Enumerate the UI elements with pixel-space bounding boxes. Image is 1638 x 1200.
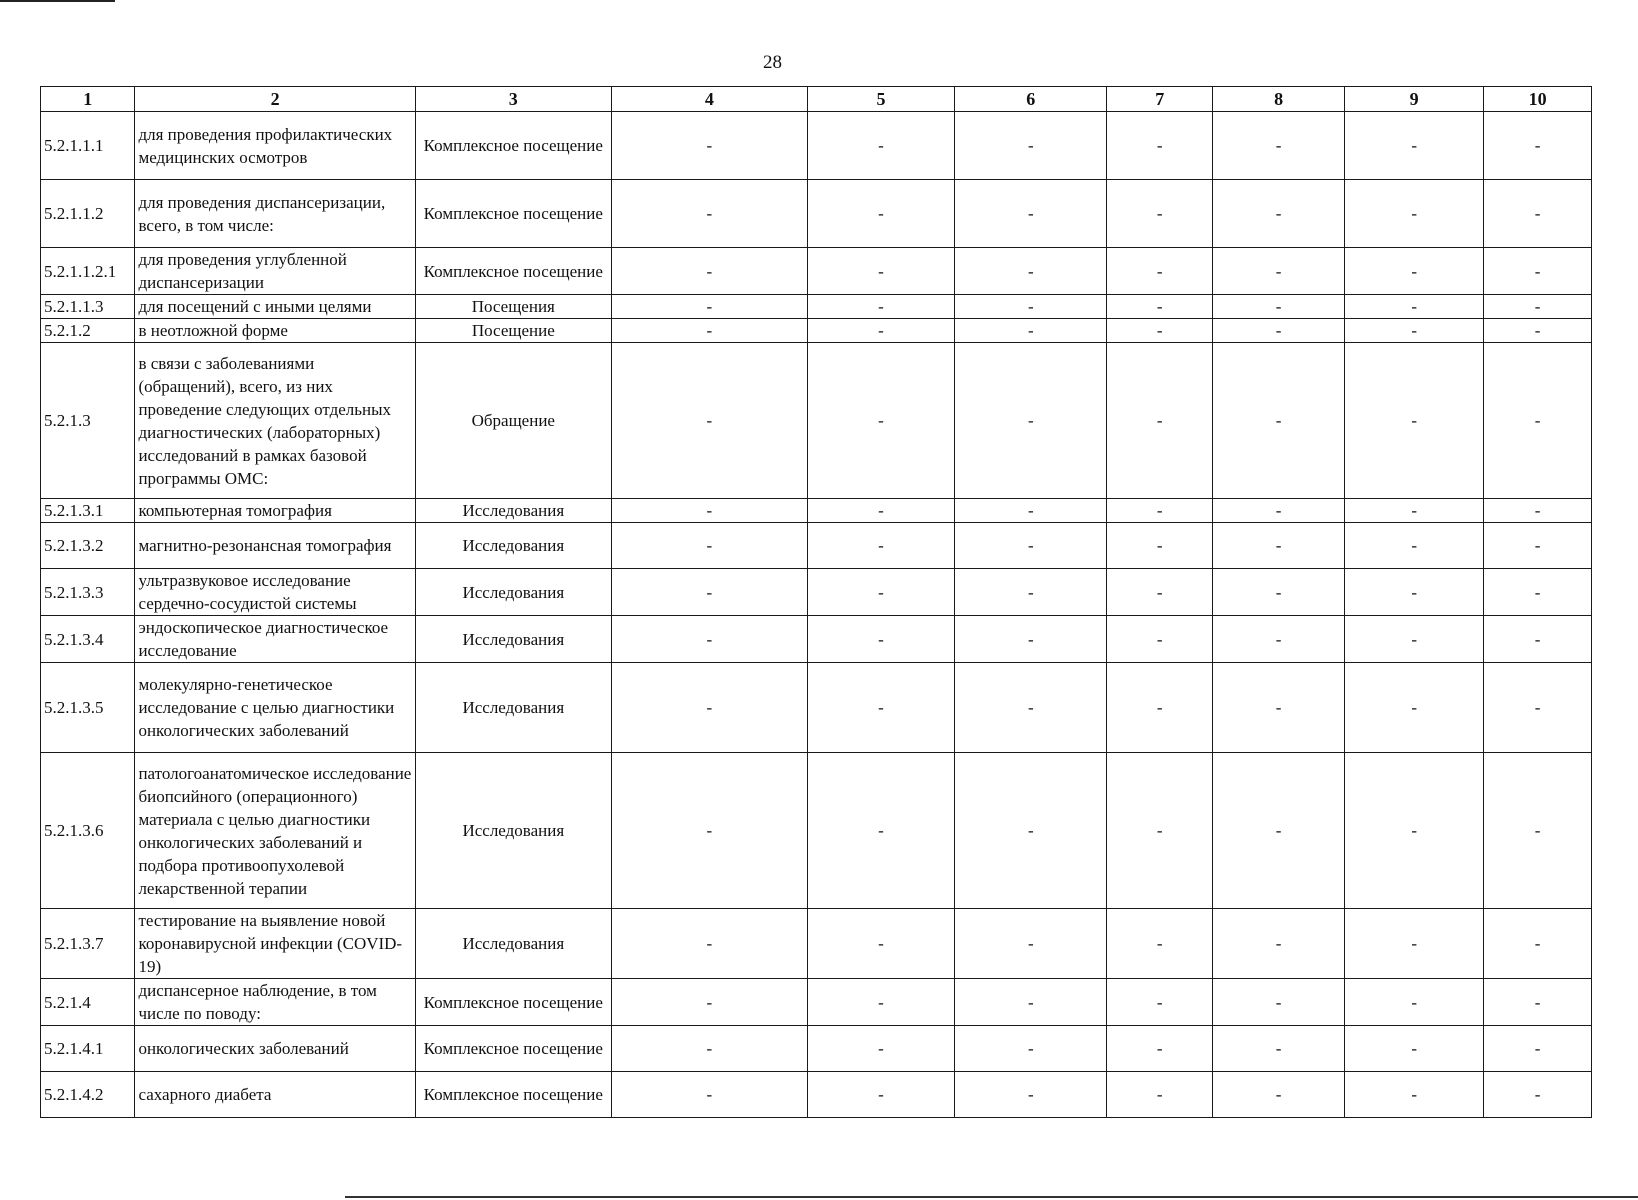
row-value: - [611, 295, 807, 319]
row-value: - [611, 569, 807, 616]
row-code: 5.2.1.3.3 [41, 569, 135, 616]
row-value: - [955, 616, 1107, 663]
row-value: - [1345, 499, 1484, 523]
table-row [41, 909, 1592, 979]
row-code: 5.2.1.3.7 [41, 909, 135, 979]
column-header: 6 [955, 87, 1107, 112]
row-value: - [807, 979, 954, 1026]
row-value: - [1107, 319, 1213, 343]
row-unit: Исследования [415, 569, 611, 616]
row-value: - [955, 663, 1107, 753]
header-row [41, 87, 1592, 112]
row-value: - [1107, 343, 1213, 499]
table-row [41, 319, 1592, 343]
row-code: 5.2.1.3.1 [41, 499, 135, 523]
row-value: - [1484, 569, 1592, 616]
row-value: - [1484, 663, 1592, 753]
row-value: - [955, 569, 1107, 616]
row-name: ультразвуковое исследование сердечно-сосудистой системы [135, 569, 415, 616]
row-value: - [1107, 663, 1213, 753]
row-value: - [611, 616, 807, 663]
row-value: - [611, 1072, 807, 1118]
row-value: - [1213, 499, 1345, 523]
row-value: - [1345, 979, 1484, 1026]
table-row [41, 663, 1592, 753]
row-value: - [807, 180, 954, 248]
row-code: 5.2.1.1.2.1 [41, 248, 135, 295]
row-value: - [1213, 112, 1345, 180]
row-code: 5.2.1.1.3 [41, 295, 135, 319]
row-value: - [611, 979, 807, 1026]
table-row [41, 1072, 1592, 1118]
row-value: - [955, 909, 1107, 979]
row-name: магнитно-резонансная томография [135, 523, 415, 569]
row-value: - [1213, 1026, 1345, 1072]
row-value: - [1213, 569, 1345, 616]
row-code: 5.2.1.4.1 [41, 1026, 135, 1072]
row-unit: Комплексное посещение [415, 180, 611, 248]
row-value: - [1484, 616, 1592, 663]
row-value: - [807, 616, 954, 663]
row-unit: Исследования [415, 499, 611, 523]
row-value: - [1484, 1026, 1592, 1072]
table-row [41, 248, 1592, 295]
row-unit: Посещение [415, 319, 611, 343]
row-value: - [1345, 1026, 1484, 1072]
row-value: - [1107, 909, 1213, 979]
row-unit: Комплексное посещение [415, 1072, 611, 1118]
row-unit: Комплексное посещение [415, 248, 611, 295]
row-unit: Исследования [415, 909, 611, 979]
row-value: - [955, 523, 1107, 569]
row-unit: Комплексное посещение [415, 112, 611, 180]
column-header: 4 [611, 87, 807, 112]
row-value: - [1484, 180, 1592, 248]
row-value: - [1345, 112, 1484, 180]
column-header: 1 [41, 87, 135, 112]
table-row [41, 1026, 1592, 1072]
row-value: - [807, 295, 954, 319]
row-code: 5.2.1.4 [41, 979, 135, 1026]
row-name: патологоанатомическое исследование биопсийного (операционного) материала с целью диагностики онкологических заболеваний и подбора противоопухолевой лекарственной терапии [135, 753, 415, 909]
row-value: - [1484, 499, 1592, 523]
row-value: - [1107, 1072, 1213, 1118]
row-value: - [1345, 663, 1484, 753]
row-value: - [807, 909, 954, 979]
row-value: - [1345, 248, 1484, 295]
row-name: для проведения диспансеризации, всего, в том числе: [135, 180, 415, 248]
row-value: - [611, 753, 807, 909]
row-value: - [611, 180, 807, 248]
table-row [41, 295, 1592, 319]
row-value: - [1107, 248, 1213, 295]
top-edge-line [0, 0, 115, 2]
row-value: - [955, 295, 1107, 319]
row-value: - [1213, 979, 1345, 1026]
column-header: 8 [1213, 87, 1345, 112]
row-value: - [1484, 112, 1592, 180]
row-value: - [1107, 180, 1213, 248]
row-value: - [1484, 319, 1592, 343]
row-value: - [1345, 909, 1484, 979]
row-value: - [1345, 753, 1484, 909]
row-value: - [955, 979, 1107, 1026]
table-row [41, 753, 1592, 909]
row-value: - [1213, 343, 1345, 499]
row-value: - [1107, 499, 1213, 523]
row-value: - [611, 523, 807, 569]
row-value: - [1213, 663, 1345, 753]
row-unit: Исследования [415, 663, 611, 753]
row-unit: Комплексное посещение [415, 1026, 611, 1072]
row-value: - [1345, 319, 1484, 343]
row-value: - [1107, 753, 1213, 909]
row-value: - [1107, 112, 1213, 180]
row-code: 5.2.1.3.5 [41, 663, 135, 753]
column-header: 3 [415, 87, 611, 112]
row-unit: Исследования [415, 616, 611, 663]
row-value: - [1213, 909, 1345, 979]
row-value: - [807, 569, 954, 616]
row-value: - [1107, 569, 1213, 616]
column-header: 5 [807, 87, 954, 112]
row-value: - [955, 112, 1107, 180]
row-value: - [1213, 295, 1345, 319]
row-code: 5.2.1.1.1 [41, 112, 135, 180]
row-value: - [955, 753, 1107, 909]
row-value: - [955, 248, 1107, 295]
row-unit: Исследования [415, 753, 611, 909]
row-value: - [1107, 616, 1213, 663]
row-value: - [1484, 248, 1592, 295]
row-name: тестирование на выявление новой коронавирусной инфекции (COVID-19) [135, 909, 415, 979]
row-value: - [955, 180, 1107, 248]
column-header: 9 [1345, 87, 1484, 112]
row-value: - [1345, 1072, 1484, 1118]
row-value: - [1213, 753, 1345, 909]
table-row [41, 180, 1592, 248]
row-value: - [1345, 616, 1484, 663]
row-value: - [1213, 1072, 1345, 1118]
row-value: - [1213, 616, 1345, 663]
row-name: молекулярно-генетическое исследование с целью диагностики онкологических заболеваний [135, 663, 415, 753]
row-value: - [955, 343, 1107, 499]
row-name: сахарного диабета [135, 1072, 415, 1118]
row-name: для проведения профилактических медицинских осмотров [135, 112, 415, 180]
table-row [41, 112, 1592, 180]
row-value: - [611, 499, 807, 523]
row-code: 5.2.1.1.2 [41, 180, 135, 248]
row-unit: Исследования [415, 523, 611, 569]
row-value: - [1213, 180, 1345, 248]
row-value: - [807, 319, 954, 343]
row-value: - [1484, 1072, 1592, 1118]
row-value: - [807, 753, 954, 909]
row-value: - [807, 523, 954, 569]
row-value: - [955, 1026, 1107, 1072]
row-value: - [1345, 343, 1484, 499]
table-row [41, 979, 1592, 1026]
row-value: - [1345, 180, 1484, 248]
column-header: 2 [135, 87, 415, 112]
row-value: - [1345, 569, 1484, 616]
row-value: - [807, 499, 954, 523]
table-row [41, 499, 1592, 523]
row-value: - [1484, 343, 1592, 499]
row-value: - [611, 1026, 807, 1072]
row-code: 5.2.1.3.4 [41, 616, 135, 663]
row-value: - [1213, 319, 1345, 343]
row-value: - [611, 343, 807, 499]
column-header: 10 [1484, 87, 1592, 112]
table-row [41, 569, 1592, 616]
data-table [40, 86, 1592, 1118]
table-row [41, 616, 1592, 663]
row-value: - [807, 343, 954, 499]
row-code: 5.2.1.2 [41, 319, 135, 343]
row-value: - [611, 909, 807, 979]
row-value: - [955, 1072, 1107, 1118]
row-value: - [611, 319, 807, 343]
row-name: онкологических заболеваний [135, 1026, 415, 1072]
row-name: для посещений с иными целями [135, 295, 415, 319]
column-header: 7 [1107, 87, 1213, 112]
row-unit: Комплексное посещение [415, 979, 611, 1026]
row-value: - [611, 112, 807, 180]
row-name: компьютерная томография [135, 499, 415, 523]
row-unit: Посещения [415, 295, 611, 319]
row-value: - [1345, 295, 1484, 319]
row-value: - [1484, 909, 1592, 979]
row-code: 5.2.1.4.2 [41, 1072, 135, 1118]
row-value: - [1107, 523, 1213, 569]
row-value: - [1484, 979, 1592, 1026]
row-name: в неотложной форме [135, 319, 415, 343]
row-code: 5.2.1.3 [41, 343, 135, 499]
bottom-edge-line [345, 1196, 1638, 1198]
row-value: - [1484, 523, 1592, 569]
row-value: - [1107, 295, 1213, 319]
row-name: в связи с заболеваниями (обращений), всего, из них проведение следующих отдельных диагностических (лабораторных) исследований в рамках базовой программы ОМС: [135, 343, 415, 499]
table-row [41, 343, 1592, 499]
row-value: - [955, 499, 1107, 523]
row-unit: Обращение [415, 343, 611, 499]
row-value: - [611, 248, 807, 295]
row-value: - [1213, 523, 1345, 569]
row-value: - [1107, 1026, 1213, 1072]
row-value: - [955, 319, 1107, 343]
row-name: диспансерное наблюдение, в том числе по поводу: [135, 979, 415, 1026]
row-code: 5.2.1.3.6 [41, 753, 135, 909]
row-value: - [807, 112, 954, 180]
row-value: - [611, 663, 807, 753]
table-row [41, 523, 1592, 569]
row-value: - [1484, 753, 1592, 909]
page-number: 28 [763, 52, 782, 73]
row-name: для проведения углубленной диспансеризации [135, 248, 415, 295]
row-value: - [1345, 523, 1484, 569]
row-value: - [807, 1026, 954, 1072]
row-value: - [1107, 979, 1213, 1026]
row-code: 5.2.1.3.2 [41, 523, 135, 569]
row-value: - [1484, 295, 1592, 319]
row-value: - [807, 248, 954, 295]
row-value: - [807, 1072, 954, 1118]
row-name: эндоскопическое диагностическое исследование [135, 616, 415, 663]
row-value: - [1213, 248, 1345, 295]
table-body [41, 112, 1592, 1118]
row-value: - [807, 663, 954, 753]
